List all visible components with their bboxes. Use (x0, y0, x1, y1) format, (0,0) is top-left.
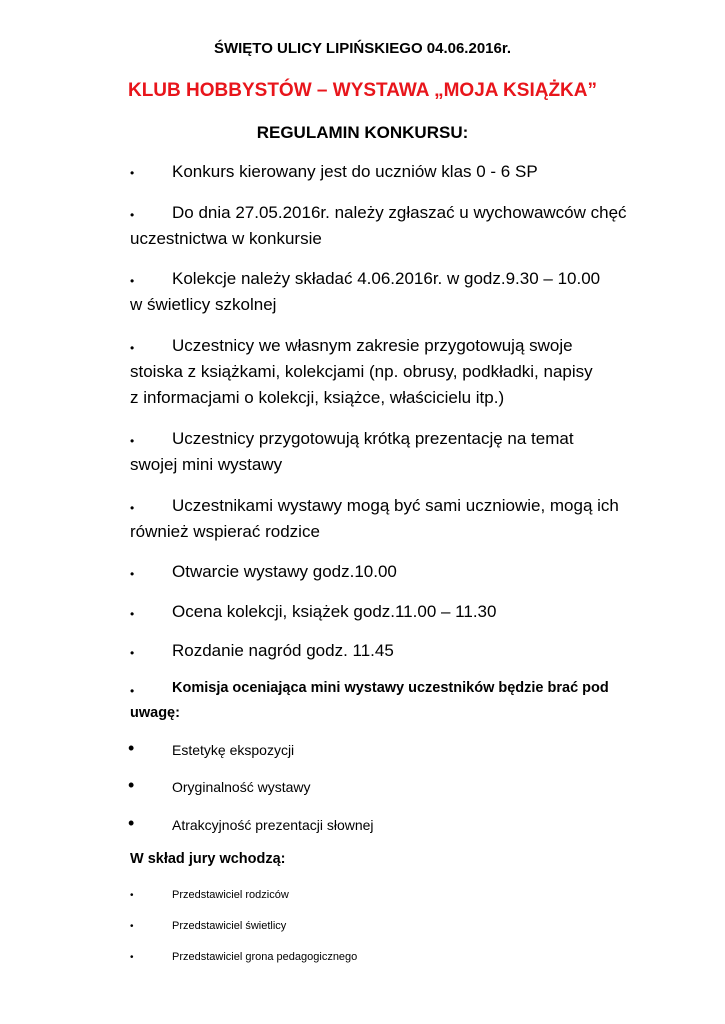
rule-6-line-1: Uczestnikami wystawy mogą być sami uczniowie, mogą ich (172, 496, 619, 515)
bullet-icon: • (130, 952, 134, 963)
rule-5-line-2: swojej mini wystawy (130, 455, 283, 474)
rule-2-line-1: Do dnia 27.05.2016r. należy zgłaszać u wychowawców chęć (172, 203, 627, 222)
bullet-icon: • (130, 341, 135, 355)
bullet-icon: • (130, 434, 135, 448)
date-title: ŚWIĘTO ULICY LIPIŃSKIEGO 04.06.2016r. (213, 40, 512, 57)
rule-3-line-2: w świetlicy szkolnej (130, 295, 277, 314)
jury-item-1: Przedstawiciel rodziców (172, 889, 289, 901)
criteria-item-3: Atrakcyjność prezentacji słownej (172, 817, 374, 833)
bullet-icon: • (130, 684, 135, 698)
rule-9-line-1: Rozdanie nagród godz. 11.45 (172, 641, 394, 660)
bullet-icon: • (128, 775, 135, 795)
rule-4-line-2: stoiska z książkami, kolekcjami (np. obrusy, podkładki, napisy (130, 362, 593, 381)
jury-title: W skład jury wchodzą: (130, 851, 286, 867)
jury-item-2: Przedstawiciel świetlicy (172, 920, 287, 932)
club-title: KLUB HOBBYSTÓW – WYSTAWA „MOJA KSIĄŻKA” (127, 80, 598, 101)
bullet-icon: • (130, 921, 134, 932)
rule-5-line-1: Uczestnicy przygotowują krótką prezentację na temat (172, 429, 574, 448)
rules-title: REGULAMIN KONKURSU: (256, 123, 469, 142)
criteria-intro-line-2: uwagę: (130, 705, 180, 721)
rule-4-line-3: z informacjami o kolekcji, książce, właścicielu itp.) (130, 388, 505, 407)
bullet-icon: • (130, 890, 134, 901)
rule-8-line-1: Ocena kolekcji, książek godz.11.00 – 11.30 (172, 602, 497, 621)
rule-4-line-1: Uczestnicy we własnym zakresie przygotowują swoje (172, 336, 573, 355)
bullet-icon: • (128, 813, 135, 833)
bullet-icon: • (130, 607, 135, 621)
criteria-intro-line-1: Komisja oceniająca mini wystawy uczestników będzie brać pod (172, 680, 609, 696)
jury-item-3: Przedstawiciel grona pedagogicznego (172, 951, 358, 963)
rule-3-line-1: Kolekcje należy składać 4.06.2016r. w godz.9.30 – 10.00 (172, 269, 601, 288)
bullet-icon: • (130, 501, 135, 515)
bullet-icon: • (130, 208, 135, 222)
rule-6-line-2: również wspierać rodzice (130, 522, 320, 541)
criteria-item-1: Estetykę ekspozycji (172, 742, 295, 758)
rule-1-line-1: Konkurs kierowany jest do uczniów klas 0 - 6 SP (172, 162, 538, 181)
rule-2-line-2: uczestnictwa w konkursie (130, 229, 322, 248)
bullet-icon: • (130, 166, 135, 180)
rule-7-line-1: Otwarcie wystawy godz.10.00 (172, 562, 397, 581)
bullet-icon: • (128, 738, 135, 758)
criteria-item-2: Oryginalność wystawy (172, 779, 311, 795)
bullet-icon: • (130, 646, 135, 660)
bullet-icon: • (130, 274, 135, 288)
bullet-icon: • (130, 567, 135, 581)
